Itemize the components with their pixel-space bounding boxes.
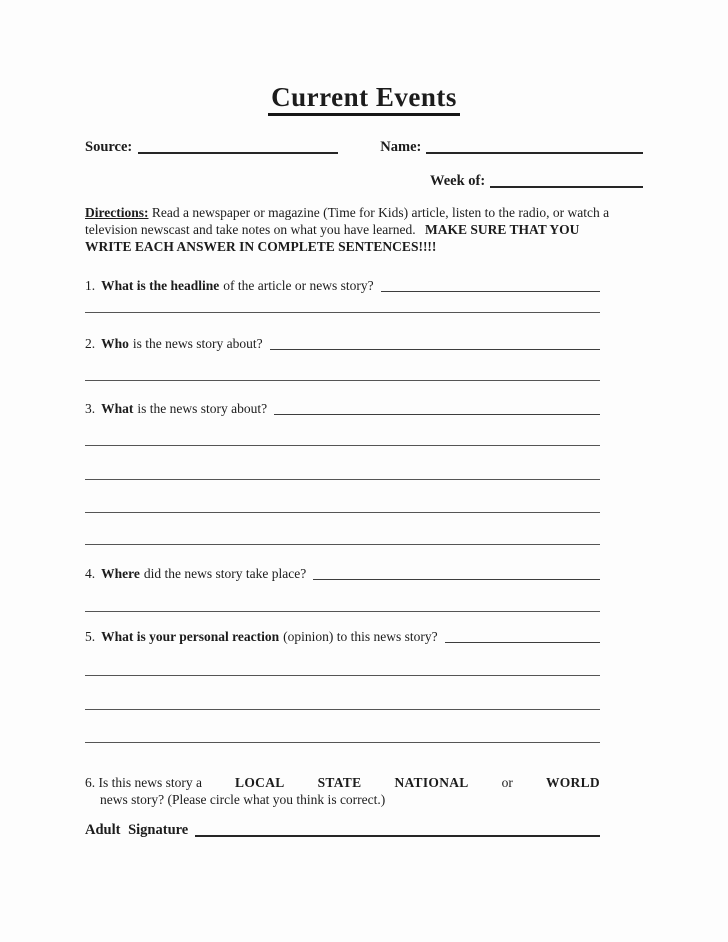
question-5 (85, 628, 600, 645)
name-blank-line (426, 152, 643, 154)
question-6-line1 (85, 774, 600, 791)
question-5-number: 5. (85, 629, 96, 644)
or-text: or (501, 775, 513, 790)
answer-line (85, 611, 600, 612)
question-3-text: is the news story about? (137, 401, 268, 416)
answer-line (85, 512, 600, 513)
answer-line (85, 544, 600, 545)
answer-line (85, 742, 600, 743)
question-5-answer-line (445, 642, 600, 643)
question-2-bold-text: Who (101, 336, 129, 351)
option-state: STATE (317, 775, 362, 790)
question-4-bold-text: Where (101, 566, 140, 581)
question-2-number: 2. (85, 336, 96, 351)
source-label: Source: (85, 139, 133, 155)
answer-line (85, 675, 600, 676)
question-6-line2: news story? (Please circle what you think is correct.) (100, 792, 386, 807)
directions-label: Directions: (85, 205, 149, 220)
question-1-number: 1. (85, 278, 96, 293)
answer-line (85, 479, 600, 480)
question-1-text: of the article or news story? (223, 278, 374, 293)
directions-paragraph (85, 204, 643, 255)
question-4-answer-line (313, 579, 600, 580)
question-2-answer-line (270, 349, 600, 350)
option-national: NATIONAL (394, 775, 469, 790)
question-6-number: 6. (85, 775, 96, 790)
week-of-blank-line (490, 186, 643, 188)
question-1-bold-text: What is the headline (101, 278, 220, 293)
directions-text-line1: Read a newspaper or magazine (Time for Kids) article, listen to the radio, or watch a (151, 205, 610, 220)
answer-line (85, 445, 600, 446)
signature-row (85, 822, 600, 839)
question-5-text: (opinion) to this news story? (283, 629, 438, 644)
name-label: Name: (380, 139, 422, 155)
adult-signature-label: Adult Signature (85, 822, 189, 838)
signature-blank-line (195, 835, 600, 837)
question-1 (85, 277, 600, 294)
directions-emphasis-line3: WRITE EACH ANSWER IN COMPLETE SENTENCES!!!! (85, 239, 437, 254)
question-3-number: 3. (85, 401, 96, 416)
answer-line (85, 709, 600, 710)
question-1-answer-line (381, 291, 600, 292)
question-4-number: 4. (85, 566, 96, 581)
question-6-prefix (85, 774, 202, 791)
page-title: Current Events (268, 82, 460, 116)
question-2 (85, 335, 600, 352)
question-6-prefix-text: Is this news story a (98, 775, 202, 790)
week-of-label: Week of: (430, 173, 486, 189)
directions-text-line2: television newscast and take notes on what you have learned. (85, 222, 416, 237)
answer-line (85, 312, 600, 313)
question-4-text: did the news story take place? (143, 566, 307, 581)
question-3 (85, 400, 600, 417)
title-row (85, 82, 643, 116)
option-local: LOCAL (235, 775, 285, 790)
answer-line (85, 380, 600, 381)
source-blank-line (138, 152, 338, 154)
question-4 (85, 565, 600, 582)
question-5-bold-text: What is your personal reaction (101, 629, 280, 644)
option-world: WORLD (545, 775, 600, 790)
question-2-text: is the news story about? (132, 336, 263, 351)
question-3-bold-text: What (101, 401, 134, 416)
header-fields-row (85, 139, 643, 156)
week-of-row (85, 173, 643, 190)
question-3-answer-line (274, 414, 600, 415)
directions-emphasis-line2: MAKE SURE THAT YOU (425, 222, 580, 237)
